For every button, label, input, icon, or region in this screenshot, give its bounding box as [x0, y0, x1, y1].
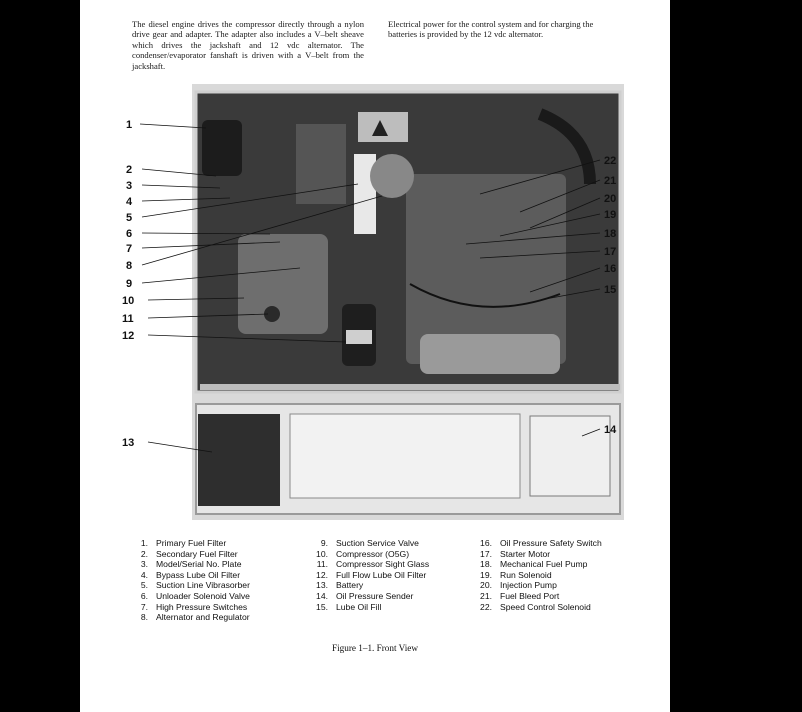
legend-item	[128, 580, 250, 591]
legend-item	[308, 549, 429, 560]
battery-box	[198, 414, 280, 506]
compressor-shape	[238, 234, 328, 334]
callout-22: 22	[604, 155, 617, 167]
legend-number: 18.	[480, 559, 492, 570]
right-paragraph: Electrical power for the control system and for charging the batteries is provided by the 12 vdc alternator.	[388, 19, 594, 40]
callout-5: 5	[126, 212, 133, 224]
legend-number: 12.	[316, 569, 328, 580]
legend-item	[128, 602, 250, 613]
document-page	[80, 0, 670, 712]
legend-item	[128, 612, 250, 623]
legend-item	[128, 570, 250, 581]
legend-number: 1.	[140, 538, 148, 548]
legend-number: 4.	[140, 569, 148, 580]
legend-number: 8.	[140, 612, 148, 623]
callout-11: 11	[122, 313, 134, 325]
legend-label: Primary Fuel Filter	[156, 538, 227, 548]
legend-number: 13.	[316, 580, 328, 591]
legend-item	[128, 549, 250, 560]
legend-number: 19.	[480, 569, 492, 580]
legend-column-2	[308, 538, 429, 612]
legend-item	[472, 602, 602, 613]
legend-number: 6.	[140, 590, 148, 601]
legend-label: Run Solenoid	[500, 569, 552, 580]
callout-4: 4	[126, 196, 133, 208]
sender-panel	[530, 416, 610, 496]
legend-item	[308, 591, 429, 602]
legend-item	[128, 591, 250, 602]
legend-label: Suction Service Valve	[336, 538, 419, 548]
legend-item	[472, 591, 602, 602]
alternator-shape	[370, 154, 414, 198]
legend-number: 22.	[480, 601, 492, 612]
legend-label: Alternator and Regulator	[156, 612, 250, 623]
legend-item	[472, 570, 602, 581]
legend-number: 15.	[316, 601, 328, 612]
left-paragraph: The diesel engine drives the compressor directly through a nylon drive gear and adapter. The adapter also includes a V–belt sheave which drives the jackshaft and 12 vdc alternator. The condenser/evaporator fanshaft is driven with a V–belt from the jackshaft.	[132, 19, 364, 71]
legend-number: 5.	[140, 580, 148, 591]
legend-item	[128, 538, 250, 549]
legend-item	[308, 538, 429, 549]
legend-number: 20.	[480, 580, 492, 591]
callout-6: 6	[126, 228, 133, 240]
legend-label: Suction Line Vibrasorber	[156, 580, 250, 591]
callout-18: 18	[604, 228, 617, 240]
legend-column-3	[472, 538, 602, 612]
legend-item	[128, 559, 250, 570]
callout-14: 14	[604, 424, 617, 436]
legend-label: Full Flow Lube Oil Filter	[336, 569, 427, 580]
legend-label: Model/Serial No. Plate	[156, 559, 242, 570]
callout-12: 12	[122, 330, 135, 342]
callout-1: 1	[126, 119, 133, 131]
legend-label: Speed Control Solenoid	[500, 601, 591, 612]
legend-item	[472, 549, 602, 560]
legend-item	[308, 580, 429, 591]
legend-item	[308, 559, 429, 570]
lower-tray	[290, 414, 520, 498]
legend-label: Fuel Bleed Port	[500, 590, 560, 601]
callout-21: 21	[604, 175, 617, 187]
legend-label: Unloader Solenoid Valve	[156, 590, 250, 601]
legend-label: Compressor Sight Glass	[336, 559, 430, 570]
callout-8: 8	[126, 260, 133, 272]
callout-10: 10	[122, 295, 135, 307]
legend-item	[308, 602, 429, 613]
callout-17: 17	[604, 246, 617, 258]
legend-item	[308, 570, 429, 581]
callout-20: 20	[604, 193, 617, 205]
legend-number: 14.	[316, 590, 328, 601]
legend-item	[472, 580, 602, 591]
legend-item	[472, 538, 602, 549]
legend-label: Bypass Lube Oil Filter	[156, 569, 241, 580]
callout-13: 13	[122, 437, 135, 449]
legend-column-1	[128, 538, 250, 623]
legend-item	[472, 559, 602, 570]
legend-label: Lube Oil Fill	[336, 601, 382, 612]
callout-9: 9	[126, 278, 133, 290]
oil-pan-shape	[420, 334, 560, 374]
legend-label: High Pressure Switches	[156, 601, 248, 612]
legend-number: 17.	[480, 548, 492, 559]
fuel-filter-shape	[202, 120, 242, 176]
legend-label: Secondary Fuel Filter	[156, 548, 238, 559]
legend-label: Oil Pressure Sender	[336, 590, 414, 601]
lube-filter-label	[346, 330, 372, 344]
legend-number: 3.	[140, 559, 148, 570]
lower-pipe	[200, 384, 620, 390]
legend-number: 11.	[316, 559, 328, 570]
legend-number: 21.	[480, 590, 492, 601]
legend-label: Mechanical Fuel Pump	[500, 559, 588, 570]
callout-7: 7	[126, 243, 133, 255]
legend-label: Starter Motor	[500, 548, 551, 559]
legend-label: Injection Pump	[500, 580, 557, 591]
figure-caption: Figure 1–1. Front View	[331, 643, 419, 653]
legend-number: 9.	[320, 538, 328, 548]
legend-number: 10.	[316, 548, 328, 559]
legend-number: 7.	[140, 601, 148, 612]
legend-number: 16.	[480, 538, 492, 548]
legend-label: Battery	[336, 580, 364, 591]
legend-number: 2.	[140, 548, 148, 559]
engine-front-view-photo	[120, 84, 630, 520]
callout-3: 3	[126, 180, 133, 192]
callout-19: 19	[604, 209, 617, 221]
callout-15: 15	[604, 284, 617, 296]
callout-16: 16	[604, 263, 617, 275]
callout-2: 2	[126, 164, 133, 176]
legend-label: Oil Pressure Safety Switch	[500, 538, 602, 548]
legend-label: Compressor (O5G)	[336, 548, 410, 559]
